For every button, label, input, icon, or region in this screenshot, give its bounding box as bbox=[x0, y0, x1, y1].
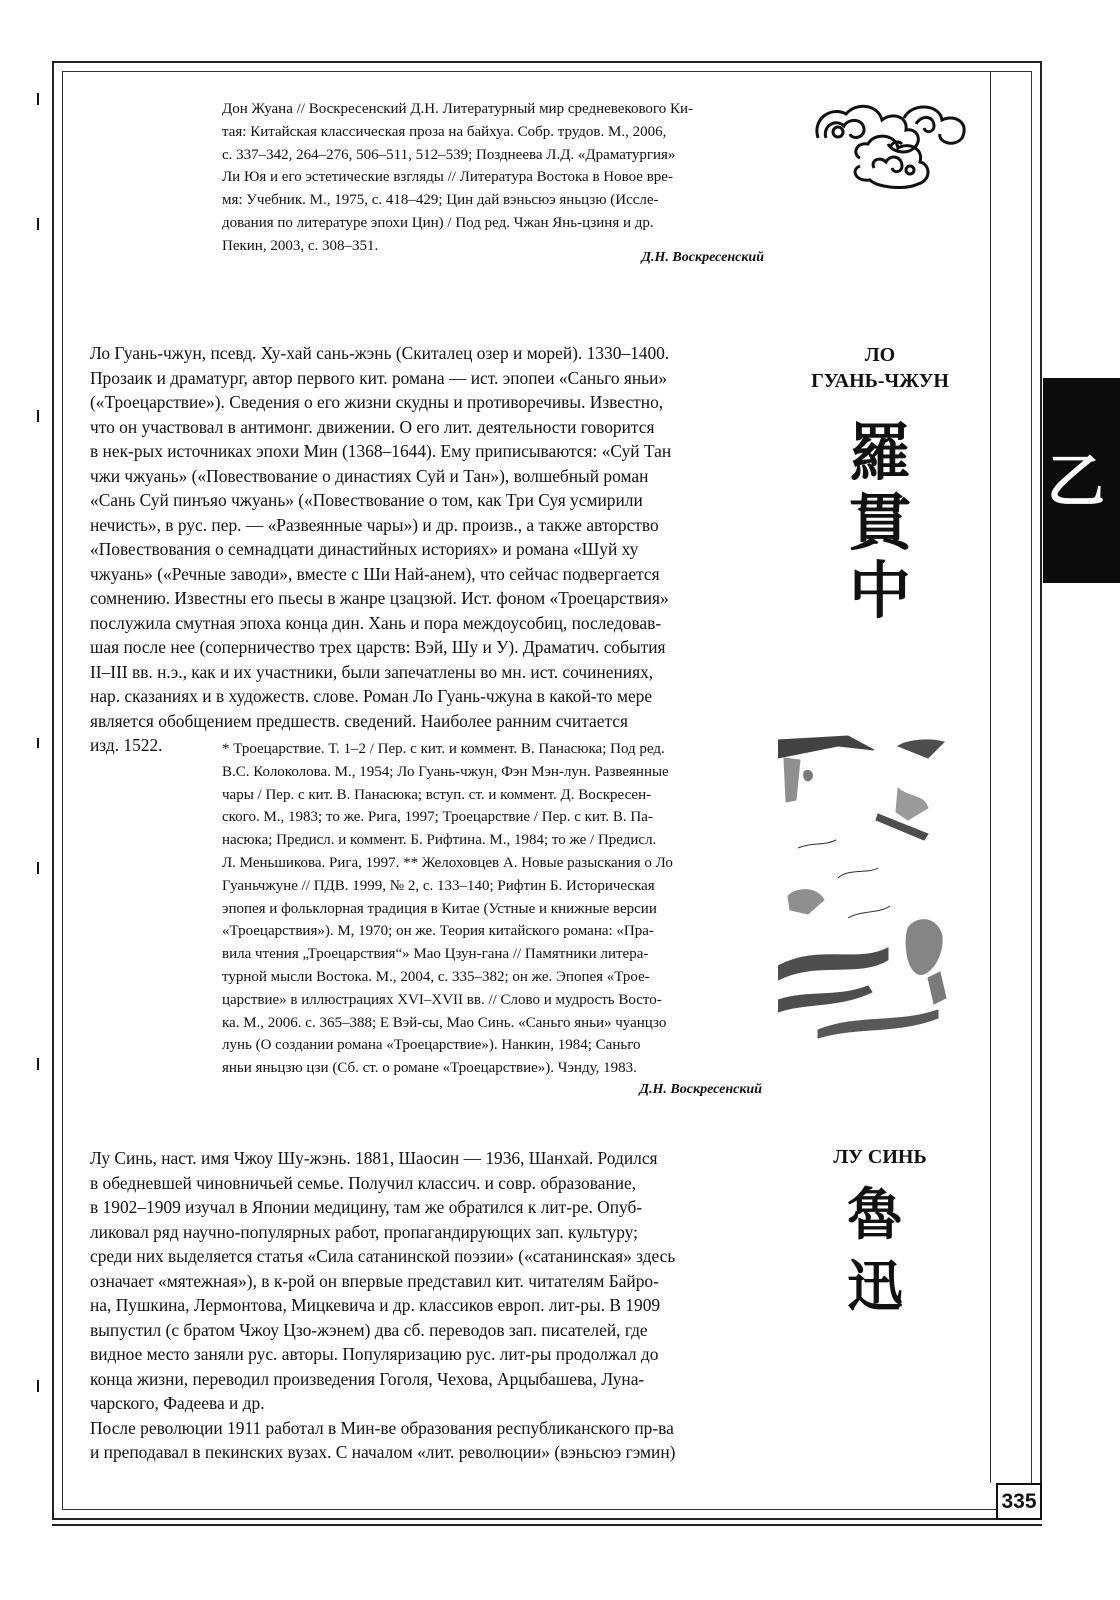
margin-mark bbox=[37, 410, 39, 422]
margin-mark bbox=[37, 1058, 39, 1070]
text-line: в 1902–1909 изучал в Японии медицину, там же обратился к лит-ре. Опуб- bbox=[90, 1197, 643, 1217]
margin-mark bbox=[37, 738, 39, 748]
biblio-line: Гуаньчжуне // ПДВ. 1999, № 2, с. 133–140; Рифтин Б. Историческая bbox=[222, 877, 655, 894]
heading-line: ЛО bbox=[864, 344, 896, 366]
text-line: ликовал ряд научно-популярных работ, пропагандирующих зап. культуру; bbox=[90, 1221, 638, 1242]
page-number: 335 bbox=[996, 1483, 1042, 1520]
text-line: Пекин, 2003, с. 308–351. bbox=[222, 237, 379, 254]
biblio-line: вила чтения „Троецарствия“» Мао Цзун-гана // Памятники литера- bbox=[222, 946, 649, 963]
text-line: на, Пушкина, Лермонтова, Мицкевича и др. классиков европ. лит-ры. В 1909 bbox=[90, 1295, 661, 1315]
text-line: что он участвовал в антимонг. движении. О его лит. деятельности говорится bbox=[90, 416, 655, 437]
hanzi-lu-2: 迅 bbox=[847, 1255, 903, 1320]
section-thumb-tab bbox=[1043, 378, 1120, 583]
text-line: чжуань» («Речные заводи», вместе с Ши Най-анем), что сейчас подвергается bbox=[90, 563, 660, 584]
luo-bibliography bbox=[222, 738, 762, 1080]
biblio-line: В.С. Колоколова. М., 1954; Ло Гуань-чжун, Фэн Мэн-лун. Развеянные bbox=[222, 763, 669, 780]
hanzi-luo-3: 中 bbox=[848, 554, 911, 627]
text-line: Дон Жуана // Воскресенский Д.Н. Литературный мир средневекового Ки- bbox=[222, 101, 693, 117]
text-line: После революции 1911 работал в Мин-ве образования республиканского пр-ва bbox=[90, 1417, 674, 1438]
text-line: II–III вв. н.э., как и их участники, были запечатлены во мн. ист. сочинениях, bbox=[90, 661, 654, 682]
entry-heading-luo bbox=[790, 342, 970, 394]
biblio-line: * Троецарствие. Т. 1–2 / Пер. с кит. и коммент. В. Панасюка; Под ред. bbox=[222, 741, 665, 757]
text-line: среди них выделяется статья «Сила сатанинской поэзии» («сатанинская» здесь bbox=[90, 1246, 676, 1266]
text-line: нар. сказаниях и в художеств. слове. Роман Ло Гуань-чжуна в какой-то мере bbox=[90, 686, 653, 706]
text-line: мя: Учебник. М., 1975, с. 418–429; Цин дай вэньсюэ яньцзю (Иссле- bbox=[222, 192, 659, 209]
text-line: в обедневшей чиновничьей семье. Получил классич. и совр. образование, bbox=[90, 1172, 637, 1193]
text-line: дования по литературе эпохи Цин) / Под ред. Чжан Янь-цзиня и др. bbox=[222, 214, 654, 231]
text-line: Лу Синь, наст. имя Чжоу Шу-жэнь. 1881, Шаосин — 1936, Шанхай. Родился bbox=[90, 1148, 658, 1168]
biblio-line: чары / Пер. с кит. В. Панасюка; вступ. ст. и коммент. Д. Воскресен- bbox=[222, 786, 652, 803]
margin-mark bbox=[37, 862, 39, 874]
biblio-line: турной мысли Востока. М., 2004, с. 335–382; он же. Эпопея «Трое- bbox=[222, 968, 650, 985]
text-line: сомнению. Известны его пьесы в жанре цзацзюй. Ист. фоном «Троецарствия» bbox=[90, 588, 669, 608]
biblio-line: Л. Меньшикова. Рига, 1997. ** Желоховцев А. Новые разыскания о Ло bbox=[222, 854, 673, 871]
biblio-line: ского. М., 1983; то же. Рига, 1997; Троецарствие / Пер. с кит. В. Па- bbox=[222, 809, 653, 826]
tab-symbol: 乙 bbox=[1047, 447, 1106, 515]
text-line: является обобщением предшеств. сведений. Наиболее ранним считается bbox=[90, 710, 628, 731]
biblio-line: яньи яньцзю цзи (Сб. ст. о романе «Троецарствие»). Чэнду, 1983. bbox=[222, 1060, 637, 1077]
ink-landscape-illustration bbox=[778, 728, 950, 1056]
biblio-line: лунь (О создании романа «Троецарствие»). Нанкин, 1984; Саньго bbox=[222, 1037, 641, 1054]
biblio-line: царствие» в иллюстрациях XVI–XVII вв. // Слово и мудрость Восто- bbox=[222, 991, 662, 1008]
biblio-line: ка. М., 2006. с. 365–388; Е Вэй-сы, Мао Синь. «Саньго яньи» чуанцзо bbox=[222, 1014, 667, 1031]
biblio-line: «Троецарствия»). М, 1970; он же. Теория китайского романа: «Пра- bbox=[222, 923, 654, 940]
entry-heading-lu: ЛУ СИНЬ bbox=[833, 1146, 927, 1168]
biblio-line: эпопея и фольклорная традиция в Китае (Устные и книжные версии bbox=[222, 900, 657, 917]
text-line: тая: Китайская классическая проза на байхуа. Собр. трудов. М., 2006, bbox=[222, 123, 667, 140]
text-line: чарского, Фадеева и др. bbox=[90, 1393, 265, 1413]
text-line: Прозаик и драматург, автор первого кит. романа — ист. эпопеи «Саньго яньи» bbox=[90, 367, 668, 388]
luo-entry-text bbox=[90, 341, 762, 758]
prev-entry-text bbox=[222, 98, 764, 258]
column-divider bbox=[990, 71, 991, 1483]
hanzi-luo-2: 貫 bbox=[848, 486, 911, 559]
text-line: послужила смутная эпоха конца дин. Хань и пора междоусобиц, последовав- bbox=[90, 612, 662, 633]
luo-entry-author: Д.Н. Воскресенский bbox=[639, 1082, 762, 1097]
text-line: в нек-рых источниках эпохи Мин (1368–1644). Ему приписываются: «Суй Тан bbox=[90, 441, 672, 461]
text-line: выпустил (с братом Чжоу Цзо-жэнем) два сб. переводов зап. писателей, где bbox=[90, 1319, 648, 1340]
text-line: («Троецарствие»). Сведения о его жизни скудны и противоречивы. Известно, bbox=[90, 392, 664, 412]
heading-line: ГУАНЬ-ЧЖУН bbox=[811, 370, 949, 392]
text-line: «Повествования о семнадцати династийных историях» и романа «Шуй ху bbox=[90, 539, 639, 559]
hanzi-lu-1: 魯 bbox=[847, 1183, 903, 1248]
lu-entry-text bbox=[90, 1146, 762, 1465]
text-line: Ли Юя и его эстетические взгляды // Литература Востока в Новое вре- bbox=[222, 169, 673, 186]
hanzi-luo-1: 羅 bbox=[848, 416, 911, 489]
text-line: «Сань Суй пинъяо чжуань» («Повествование о том, как Три Суя усмирили bbox=[90, 490, 643, 510]
text-line: нечисть», в рус. пер. — «Развеянные чары») и др. произв., а также авторство bbox=[90, 514, 659, 535]
text-line: и преподавал в пекинских вузах. С началом «лит. революции» (вэньсюэ гэмин) bbox=[90, 1442, 676, 1462]
text-line: конца жизни, переводил произведения Гоголя, Чехова, Арцыбашева, Луна- bbox=[90, 1368, 645, 1389]
margin-mark bbox=[37, 218, 39, 230]
text-line: видное место заняли рус. авторы. Популяризацию рус. лит-ры продолжал до bbox=[90, 1344, 659, 1364]
prev-entry-author: Д.Н. Воскресенский bbox=[641, 250, 764, 265]
text-line: изд. 1522. bbox=[90, 735, 163, 755]
margin-mark bbox=[37, 1380, 39, 1392]
text-line: чжи чжуань» («Повествование о династиях Суй и Тан»), волшебный роман bbox=[90, 465, 649, 486]
frame-bottom-rule bbox=[52, 1524, 1042, 1526]
text-line: Ло Гуань-чжун, псевд. Ху-хай сань-жэнь (Скиталец озер и морей). 1330–1400. bbox=[90, 343, 670, 363]
text-line: означает «мятежная»), в к-рой он впервые представил кит. читателям Байро- bbox=[90, 1270, 659, 1291]
text-line: шая после нее (соперничество трех царств: Вэй, Шу и У). Драматич. события bbox=[90, 637, 666, 657]
biblio-line: насюка; Предисл. и коммент. Б. Рифтина. М., 1984; то же / Предисл. bbox=[222, 832, 657, 849]
text-line: с. 337–342, 264–276, 506–511, 512–539; Позднеева Л.Д. «Драматургия» bbox=[222, 146, 676, 163]
margin-mark bbox=[37, 93, 39, 105]
cloud-ornament-image bbox=[812, 98, 972, 196]
